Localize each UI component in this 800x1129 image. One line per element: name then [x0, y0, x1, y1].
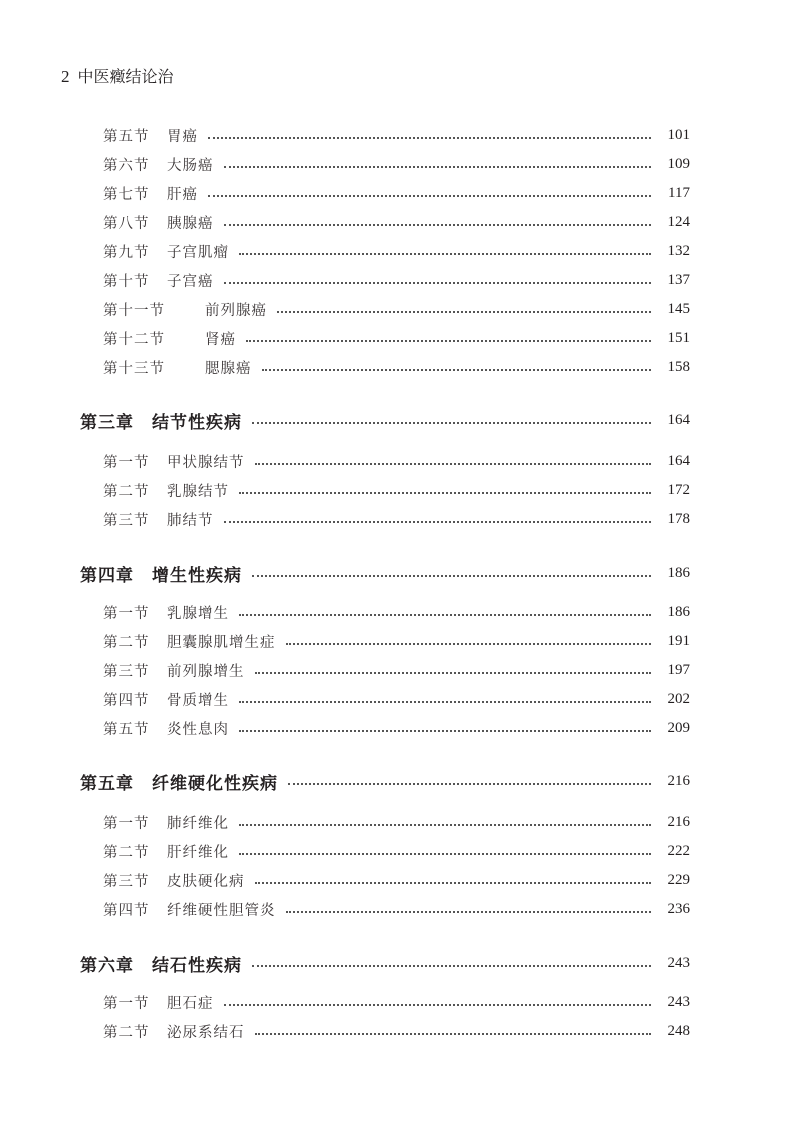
entry-title: 甲状腺结节	[167, 454, 245, 471]
entry-title: 肺结节	[167, 512, 214, 529]
toc-section-entry[interactable]	[0, 449, 800, 473]
dot-leader	[286, 643, 652, 645]
entry-number: 第五节	[103, 128, 150, 145]
dot-leader	[224, 224, 652, 226]
toc-section-entry[interactable]	[0, 355, 800, 379]
entry-page-number: 158	[667, 358, 690, 375]
toc-section-entry[interactable]	[0, 1019, 800, 1043]
dot-leader	[252, 575, 651, 577]
entry-title: 胰腺癌	[167, 215, 214, 232]
entry-page-number: 197	[667, 661, 690, 678]
dot-leader	[224, 166, 652, 168]
entry-number: 第三节	[103, 512, 150, 529]
dot-leader	[255, 672, 652, 674]
entry-title: 前列腺癌	[205, 302, 267, 319]
toc-section-entry[interactable]	[0, 810, 800, 834]
entry-number: 第十一节	[103, 302, 165, 319]
entry-page-number: 178	[667, 510, 690, 527]
entry-title: 结节性疾病	[152, 412, 242, 433]
toc-section-entry[interactable]	[0, 181, 800, 205]
entry-page-number: 229	[667, 871, 690, 888]
entry-page-number: 132	[667, 242, 690, 259]
toc-chapter-entry[interactable]	[0, 561, 800, 585]
entry-number: 第七节	[103, 186, 150, 203]
entry-title: 肺纤维化	[167, 815, 229, 832]
entry-number: 第五章	[80, 773, 134, 794]
toc-section-entry[interactable]	[0, 326, 800, 350]
entry-number: 第三章	[80, 412, 134, 433]
toc-section-entry[interactable]	[0, 839, 800, 863]
entry-number: 第三节	[103, 663, 150, 680]
entry-title: 泌尿系结石	[167, 1024, 245, 1041]
dot-leader	[288, 783, 651, 785]
entry-page-number: 109	[667, 155, 690, 172]
entry-page-number: 243	[667, 954, 690, 971]
entry-number: 第六节	[103, 157, 150, 174]
entry-page-number: 117	[668, 184, 690, 201]
entry-number: 第二节	[103, 1024, 150, 1041]
entry-title: 子宫癌	[167, 273, 214, 290]
entry-title: 骨质增生	[167, 692, 229, 709]
toc-section-entry[interactable]	[0, 868, 800, 892]
book-title: 中医癥结论治	[77, 67, 174, 86]
toc-section-entry[interactable]	[0, 478, 800, 502]
toc-section-entry[interactable]	[0, 507, 800, 531]
dot-leader	[224, 1004, 652, 1006]
entry-page-number: 145	[667, 300, 690, 317]
dot-leader	[224, 521, 652, 523]
dot-leader	[252, 422, 651, 424]
toc-chapter-entry[interactable]	[0, 408, 800, 432]
entry-page-number: 209	[667, 719, 690, 736]
dot-leader	[239, 824, 651, 826]
entry-page-number: 164	[667, 452, 690, 469]
toc-section-entry[interactable]	[0, 297, 800, 321]
entry-page-number: 216	[667, 772, 690, 789]
dot-leader	[246, 340, 651, 342]
entry-title: 大肠癌	[167, 157, 214, 174]
dot-leader	[239, 492, 651, 494]
entry-page-number: 236	[667, 900, 690, 917]
dot-leader	[255, 882, 652, 884]
entry-page-number: 101	[667, 126, 690, 143]
entry-page-number: 216	[667, 813, 690, 830]
entry-number: 第二节	[103, 634, 150, 651]
dot-leader	[239, 730, 651, 732]
entry-page-number: 222	[667, 842, 690, 859]
toc-section-entry[interactable]	[0, 152, 800, 176]
dot-leader	[252, 965, 651, 967]
entry-title: 肝癌	[167, 186, 198, 203]
entry-page-number: 186	[667, 564, 690, 581]
toc-section-entry[interactable]	[0, 687, 800, 711]
toc-section-entry[interactable]	[0, 629, 800, 653]
toc-section-entry[interactable]	[0, 716, 800, 740]
entry-page-number: 191	[667, 632, 690, 649]
toc-section-entry[interactable]	[0, 897, 800, 921]
entry-number: 第一节	[103, 454, 150, 471]
entry-page-number: 137	[667, 271, 690, 288]
dot-leader	[255, 1033, 652, 1035]
dot-leader	[239, 701, 651, 703]
entry-page-number: 124	[667, 213, 690, 230]
entry-number: 第一节	[103, 815, 150, 832]
toc-section-entry[interactable]	[0, 658, 800, 682]
entry-number: 第六章	[80, 955, 134, 976]
dot-leader	[277, 311, 651, 313]
entry-page-number: 186	[667, 603, 690, 620]
toc-section-entry[interactable]	[0, 210, 800, 234]
entry-title: 纤维硬性胆管炎	[167, 902, 276, 919]
entry-title: 纤维硬化性疾病	[152, 773, 278, 794]
entry-title: 增生性疾病	[152, 565, 242, 586]
entry-number: 第五节	[103, 721, 150, 738]
toc-section-entry[interactable]	[0, 600, 800, 624]
dot-leader	[208, 195, 651, 197]
entry-number: 第一节	[103, 995, 150, 1012]
dot-leader	[239, 853, 651, 855]
entry-page-number: 243	[667, 993, 690, 1010]
entry-title: 腮腺癌	[205, 360, 252, 377]
dot-leader	[286, 911, 652, 913]
entry-title: 胆石症	[167, 995, 214, 1012]
entry-number: 第十节	[103, 273, 150, 290]
dot-leader	[239, 253, 651, 255]
dot-leader	[208, 137, 651, 139]
entry-number: 第二节	[103, 844, 150, 861]
entry-number: 第一节	[103, 605, 150, 622]
toc-section-entry[interactable]	[0, 268, 800, 292]
entry-title: 前列腺增生	[167, 663, 245, 680]
entry-page-number: 164	[667, 411, 690, 428]
entry-title: 胆囊腺肌增生症	[167, 634, 276, 651]
entry-number: 第十二节	[103, 331, 165, 348]
entry-title: 肾癌	[205, 331, 236, 348]
entry-number: 第八节	[103, 215, 150, 232]
entry-title: 子宫肌瘤	[167, 244, 229, 261]
entry-title: 乳腺结节	[167, 483, 229, 500]
entry-number: 第四节	[103, 692, 150, 709]
entry-number: 第十三节	[103, 360, 165, 377]
entry-title: 胃癌	[167, 128, 198, 145]
toc-section-entry[interactable]	[0, 123, 800, 147]
entry-title: 皮肤硬化病	[167, 873, 245, 890]
entry-page-number: 202	[667, 690, 690, 707]
page-number: 2	[61, 67, 70, 86]
dot-leader	[239, 614, 651, 616]
toc-section-entry[interactable]	[0, 990, 800, 1014]
entry-number: 第九节	[103, 244, 150, 261]
dot-leader	[224, 282, 652, 284]
dot-leader	[262, 369, 652, 371]
entry-title: 结石性疾病	[152, 955, 242, 976]
entry-title: 肝纤维化	[167, 844, 229, 861]
toc-chapter-entry[interactable]	[0, 769, 800, 793]
toc-chapter-entry[interactable]	[0, 951, 800, 975]
dot-leader	[255, 463, 652, 465]
entry-number: 第三节	[103, 873, 150, 890]
running-header	[61, 64, 174, 87]
entry-number: 第四章	[80, 565, 134, 586]
entry-title: 炎性息肉	[167, 721, 229, 738]
entry-number: 第四节	[103, 902, 150, 919]
entry-page-number: 151	[667, 329, 690, 346]
entry-page-number: 172	[667, 481, 690, 498]
toc-section-entry[interactable]	[0, 239, 800, 263]
entry-title: 乳腺增生	[167, 605, 229, 622]
entry-number: 第二节	[103, 483, 150, 500]
entry-page-number: 248	[667, 1022, 690, 1039]
